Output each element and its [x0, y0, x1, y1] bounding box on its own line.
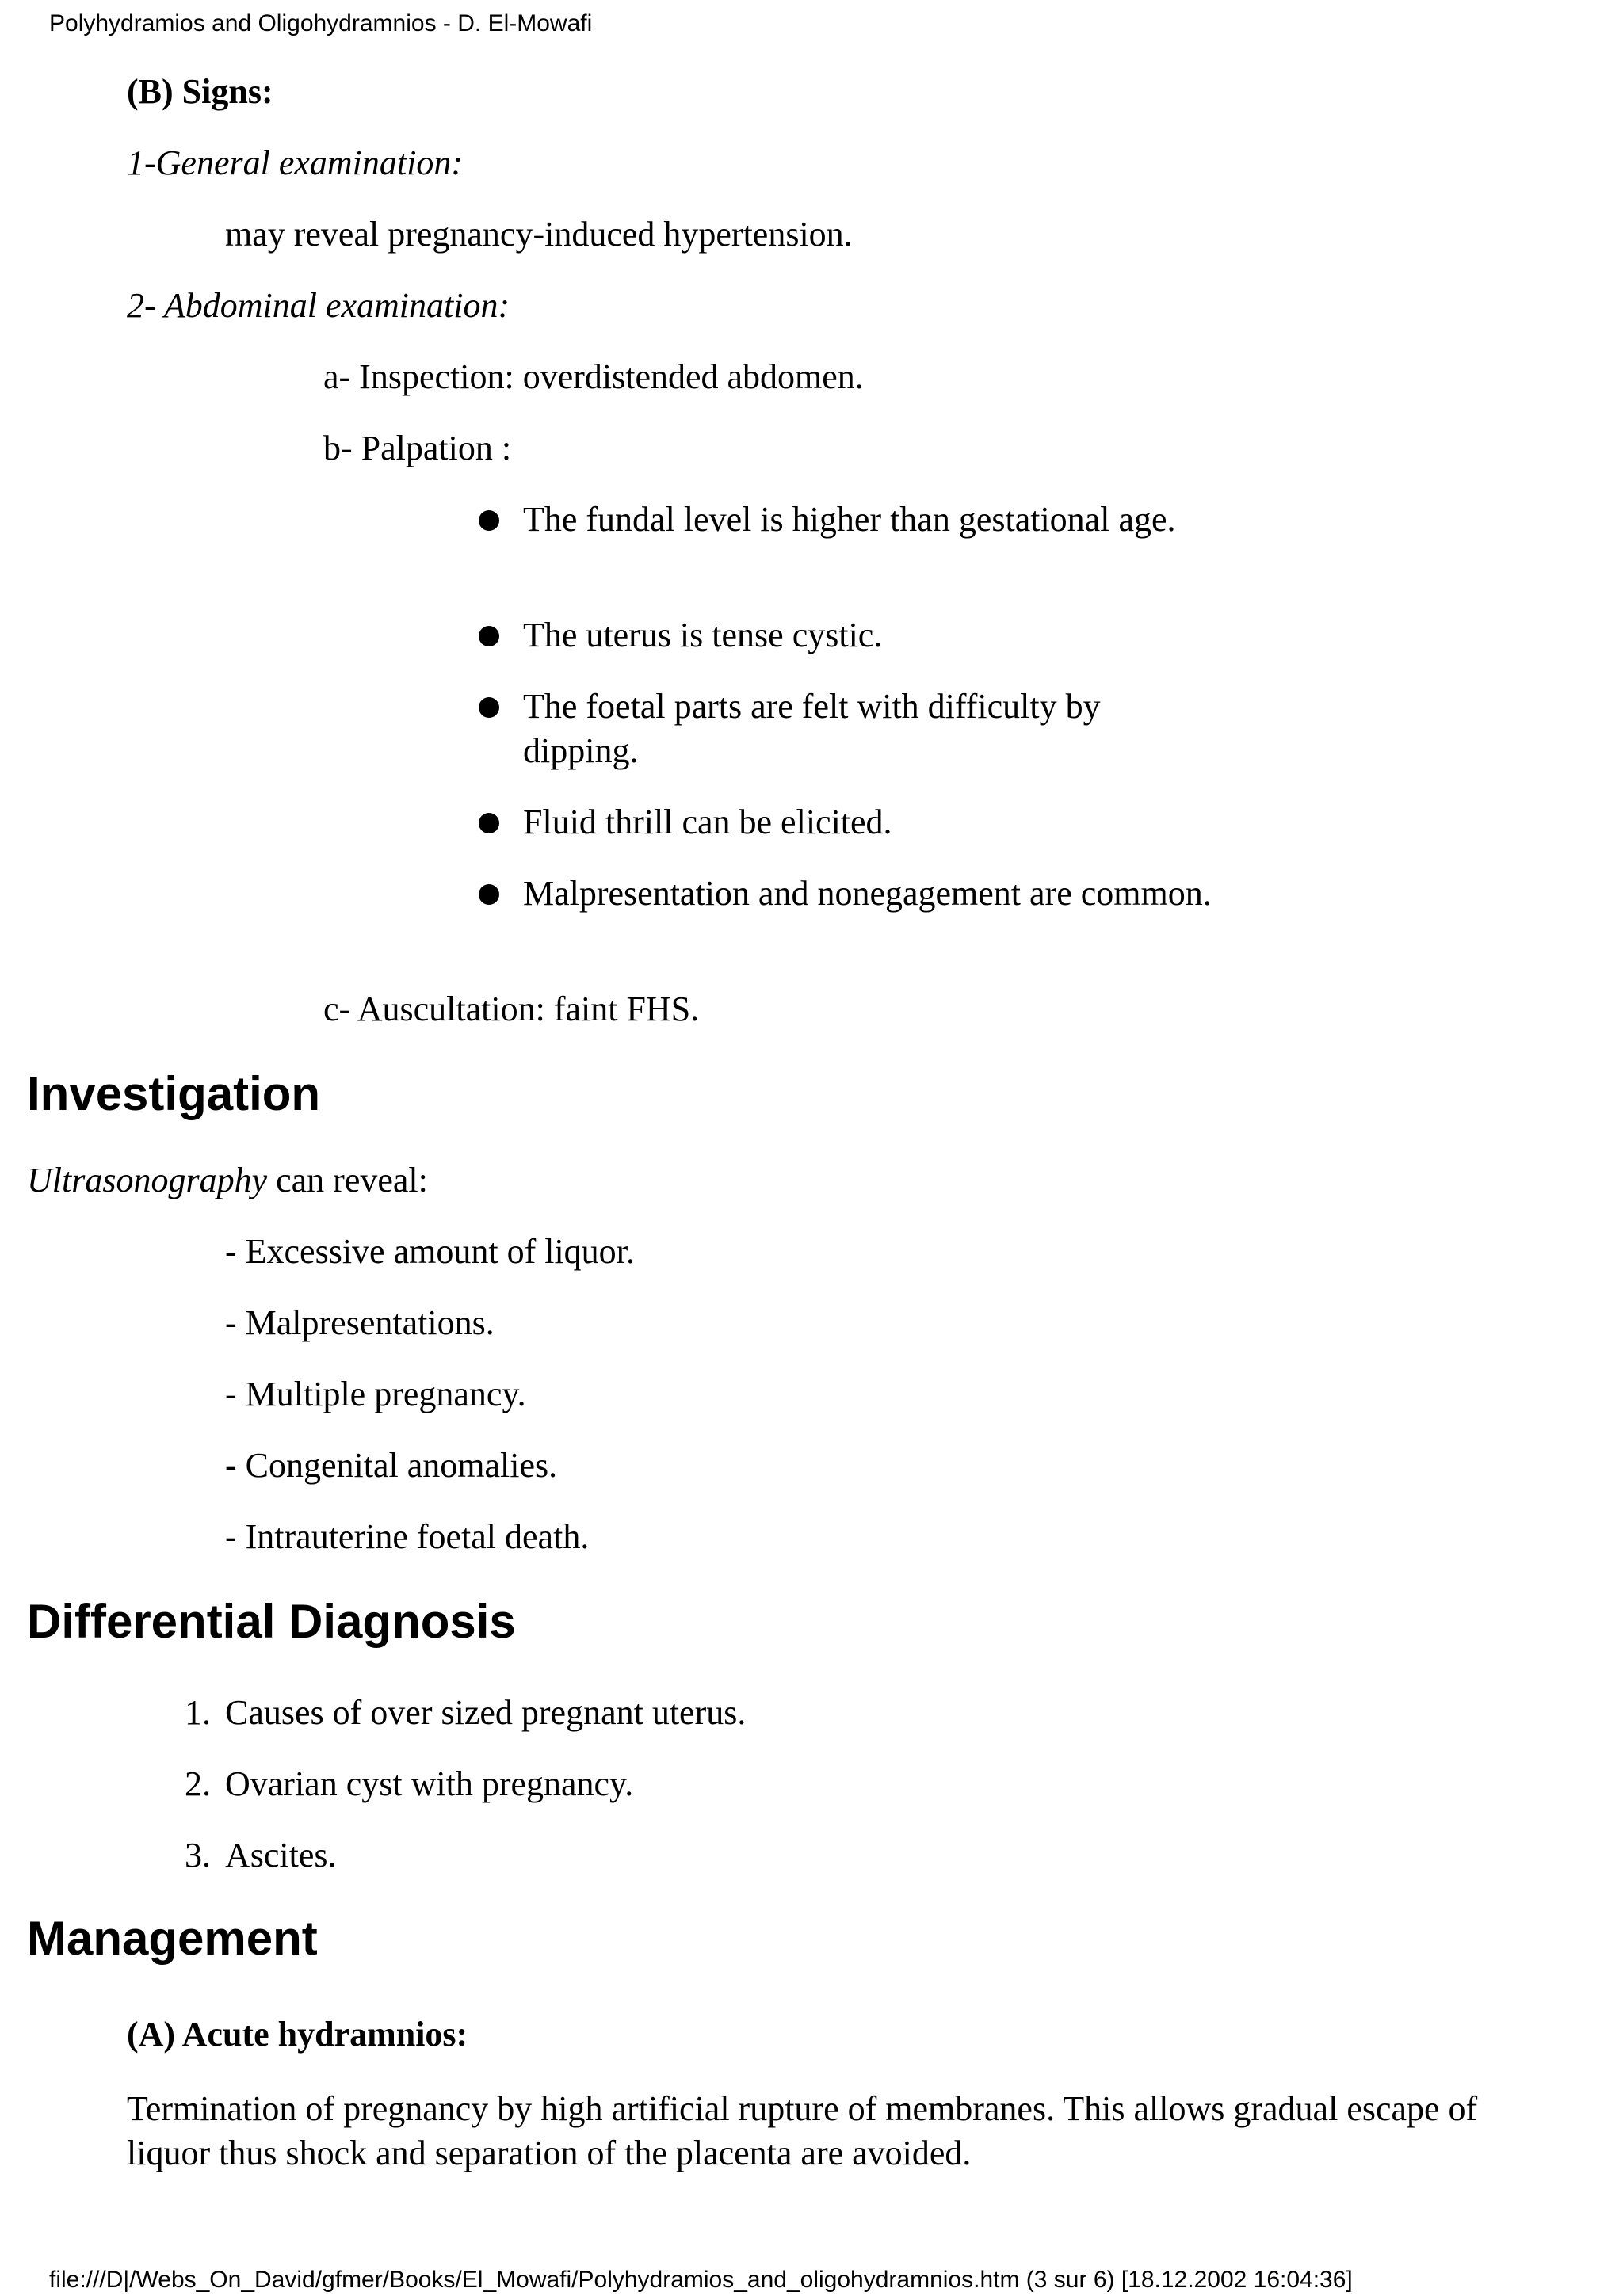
- ultrasonography-term: Ultrasonography: [27, 1161, 268, 1199]
- differential-item-text: Causes of over sized pregnant uterus.: [225, 1693, 747, 1732]
- bullet-text: The fundal level is higher than gestational age.: [523, 500, 1176, 539]
- bullet-icon: [479, 884, 499, 905]
- bullet-icon: [479, 697, 499, 718]
- acute-hydramnios-heading: (A) Acute hydramnios:: [127, 2015, 468, 2054]
- investigation-intro: [27, 1158, 428, 1203]
- bullet-text: The foetal parts are felt with difficulty by dipping.: [523, 687, 1101, 770]
- abdominal-examination-heading: 2- Abdominal examination:: [127, 286, 510, 325]
- bullet-icon: [479, 626, 499, 646]
- investigation-intro-rest: can reveal:: [267, 1161, 428, 1199]
- investigation-item: - Multiple pregnancy.: [225, 1375, 526, 1413]
- inspection-text: a- Inspection: overdistended abdomen.: [323, 357, 864, 396]
- bullet-icon: [479, 813, 499, 833]
- differential-item-text: Ascites.: [225, 1836, 337, 1875]
- page-footer-url: file:///D|/Webs_On_David/gfmer/Books/El_Mowafi/Polyhydramios_and_oligohydramnios.htm (3 sur 6) [18.12.2002 16:04:36]: [49, 2267, 1353, 2293]
- differential-item-number: 2.: [185, 1764, 211, 1803]
- investigation-item: - Excessive amount of liquor.: [225, 1232, 635, 1271]
- auscultation-text: c- Auscultation: faint FHS.: [323, 990, 700, 1028]
- signs-heading: (B) Signs:: [127, 72, 273, 111]
- general-examination-text: may reveal pregnancy-induced hypertension.: [225, 215, 853, 254]
- general-examination-heading: 1-General examination:: [127, 143, 463, 182]
- investigation-item: - Malpresentations.: [225, 1303, 495, 1342]
- palpation-text: b- Palpation :: [323, 429, 512, 467]
- bullet-icon: [479, 510, 499, 531]
- differential-item-number: 1.: [185, 1693, 211, 1732]
- differential-item-number: 3.: [185, 1836, 211, 1875]
- investigation-heading: Investigation: [27, 1067, 321, 1120]
- investigation-item: - Congenital anomalies.: [225, 1446, 558, 1485]
- bullet-text: Fluid thrill can be elicited.: [523, 803, 892, 841]
- investigation-item: - Intrauterine foetal death.: [225, 1517, 590, 1556]
- page-header-title: Polyhydramios and Oligohydramnios - D. El-Mowafi: [49, 10, 593, 36]
- differential-diagnosis-heading: Differential Diagnosis: [27, 1595, 516, 1648]
- bullet-text: Malpresentation and nonegagement are common.: [523, 874, 1212, 913]
- management-heading: Management: [27, 1912, 318, 1965]
- bullet-text: The uterus is tense cystic.: [523, 616, 883, 654]
- acute-hydramnios-text: Termination of pregnancy by high artificial rupture of membranes. This allows gradual escape of liquor thus shock and separation of the placenta are avoided.: [127, 2089, 1478, 2172]
- differential-item-text: Ovarian cyst with pregnancy.: [225, 1764, 634, 1803]
